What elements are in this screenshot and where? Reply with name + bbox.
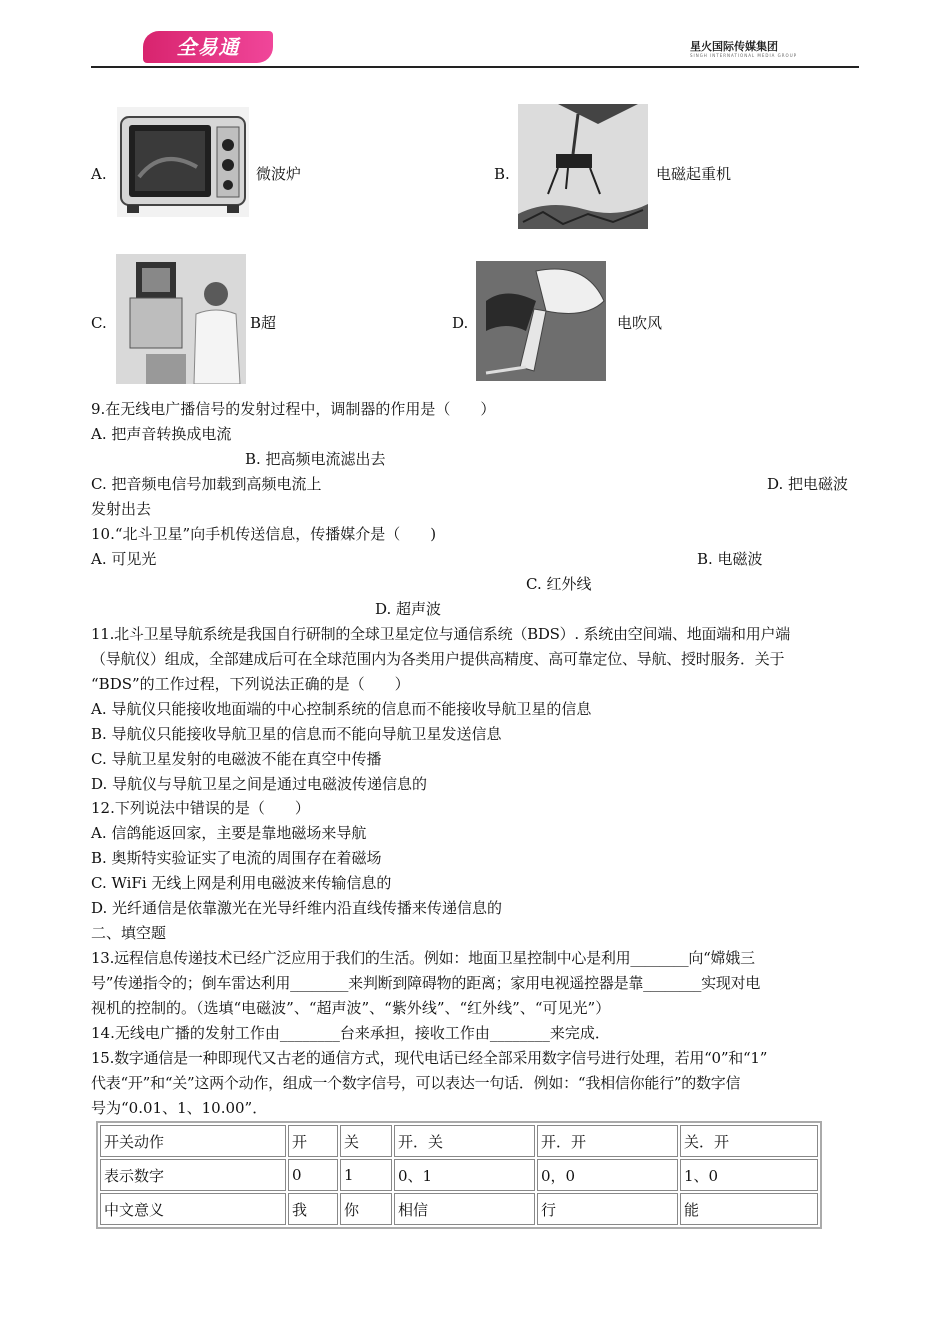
- table-cell: 开关动作: [100, 1125, 286, 1157]
- option-b-letter: B.: [494, 165, 510, 183]
- q9-option-d: D. 把电磁波: [767, 475, 849, 493]
- option-c-letter: C.: [91, 314, 107, 332]
- quanyitong-logo: 全易通: [143, 31, 273, 63]
- option-a-letter: A.: [91, 165, 107, 183]
- q9-option-d-cont: 发射出去: [91, 500, 152, 518]
- table-cell: 关: [340, 1125, 392, 1157]
- option-d-letter: D.: [452, 314, 469, 332]
- microwave-oven-photo: [117, 107, 249, 217]
- table-cell: 1: [340, 1159, 392, 1191]
- q11-option-c: C. 导航卫星发射的电磁波不能在真空中传播: [91, 750, 382, 768]
- table-cell: 中文意义: [100, 1193, 286, 1225]
- table-cell: 0，0: [537, 1159, 678, 1191]
- table-cell: 相信: [394, 1193, 535, 1225]
- q13-line2: 号”传递指令的；倒车雷达利用________来判断到障碍物的距离；家用电视遥控器是靠________实现对电: [91, 974, 761, 992]
- table-cell: 1、0: [680, 1159, 818, 1191]
- q11-option-d: D. 导航仪与导航卫星之间是通过电磁波传递信息的: [91, 775, 428, 793]
- q9-option-b: B. 把高频电流滤出去: [245, 450, 386, 468]
- q12-option-c: C. WiFi 无线上网是利用电磁波来传输信息的: [91, 874, 392, 892]
- q10-option-b: B. 电磁波: [697, 550, 763, 568]
- option-b-label: 电磁起重机: [656, 165, 732, 183]
- q11-stem-line3: “BDS”的工作过程，下列说法正确的是（ ）: [91, 675, 410, 693]
- table-cell: 开．开: [537, 1125, 678, 1157]
- table-cell: 0: [288, 1159, 338, 1191]
- table-cell: 开．关: [394, 1125, 535, 1157]
- brand-subtitle: SINGH INTERNATIONAL MEDIA GROUP: [690, 53, 798, 58]
- table-cell: 你: [340, 1193, 392, 1225]
- q11-option-a: A. 导航仪只能接收地面端的中心控制系统的信息而不能接收导航卫星的信息: [91, 700, 592, 718]
- brand-name: 星火国际传媒集团: [690, 40, 778, 53]
- table-cell: 关．开: [680, 1125, 818, 1157]
- q10-option-c: C. 红外线: [526, 575, 592, 593]
- q14: 14.无线电广播的发射工作由________台来承担，接收工作由________来完成．: [91, 1024, 610, 1042]
- q15-line1: 15.数字通信是一种即现代又古老的通信方式，现代电话已经全部采用数字信号进行处理，若用“0”和“1”: [91, 1049, 768, 1067]
- hair-dryer-photo: [476, 261, 606, 381]
- q11-stem-line1: 11.北斗卫星导航系统是我国自行研制的全球卫星定位与通信系统（BDS）. 系统由空间端、地面端和用户端: [91, 625, 790, 643]
- q10-option-a: A. 可见光: [91, 550, 157, 568]
- table-cell: 0、1: [394, 1159, 535, 1191]
- q9-stem: 9.在无线电广播信号的发射过程中，调制器的作用是（ ）: [91, 400, 496, 418]
- table-row: [100, 1159, 818, 1191]
- header-rule: [91, 66, 859, 68]
- q11-option-b: B. 导航仪只能接收导航卫星的信息而不能向导航卫星发送信息: [91, 725, 502, 743]
- option-d-label: 电吹风: [617, 314, 663, 332]
- q13-line3: 视机的控制的。（选填“电磁波”、“超声波”、“紫外线”、“红外线”、“可见光”）: [91, 999, 611, 1017]
- option-c-label: B超: [250, 314, 277, 332]
- q15-line2: 代表“开”和“关”这两个动作，组成一个数字信号，可以表达一句话．例如：“我相信你能行”的数字信: [91, 1074, 741, 1092]
- table-row: [100, 1193, 818, 1225]
- q11-stem-line2: （导航仪）组成，全部建成后可在全球范围内为各类用户提供高精度、高可靠定位、导航、授时服务．关于: [91, 650, 785, 668]
- electromagnetic-crane-photo: [518, 104, 648, 229]
- q12-option-a: A. 信鸽能返回家，主要是靠地磁场来导航: [91, 824, 367, 842]
- table-cell: 开: [288, 1125, 338, 1157]
- table-cell: 我: [288, 1193, 338, 1225]
- q9-option-c: C. 把音频电信号加载到高频电流上: [91, 475, 322, 493]
- ultrasound-exam-photo: [116, 254, 246, 384]
- table-cell: 行: [537, 1193, 678, 1225]
- q15-line3: 号为“0.01、1、10.00”．: [91, 1099, 268, 1117]
- switch-code-table: [96, 1121, 822, 1229]
- q12-stem: 12.下列说法中错误的是（ ）: [91, 799, 310, 817]
- q12-option-b: B. 奥斯特实验证实了电流的周围存在着磁场: [91, 849, 382, 867]
- option-a-label: 微波炉: [256, 165, 302, 183]
- q10-stem: 10.“北斗卫星”向手机传送信息，传播媒介是（ ): [91, 525, 437, 543]
- table-cell: 表示数字: [100, 1159, 286, 1191]
- q13-line1: 13.远程信息传递技术已经广泛应用于我们的生活。例如：地面卫星控制中心是利用________向“嫦娥三: [91, 949, 755, 967]
- q12-option-d: D. 光纤通信是依靠激光在光导纤维内沿直线传播来传递信息的: [91, 899, 503, 917]
- q10-option-d: D. 超声波: [375, 600, 442, 618]
- section-fill-in-heading: 二、填空题: [91, 924, 167, 942]
- table-cell: 能: [680, 1193, 818, 1225]
- q9-option-a: A. 把声音转换成电流: [91, 425, 232, 443]
- table-row: [100, 1125, 818, 1157]
